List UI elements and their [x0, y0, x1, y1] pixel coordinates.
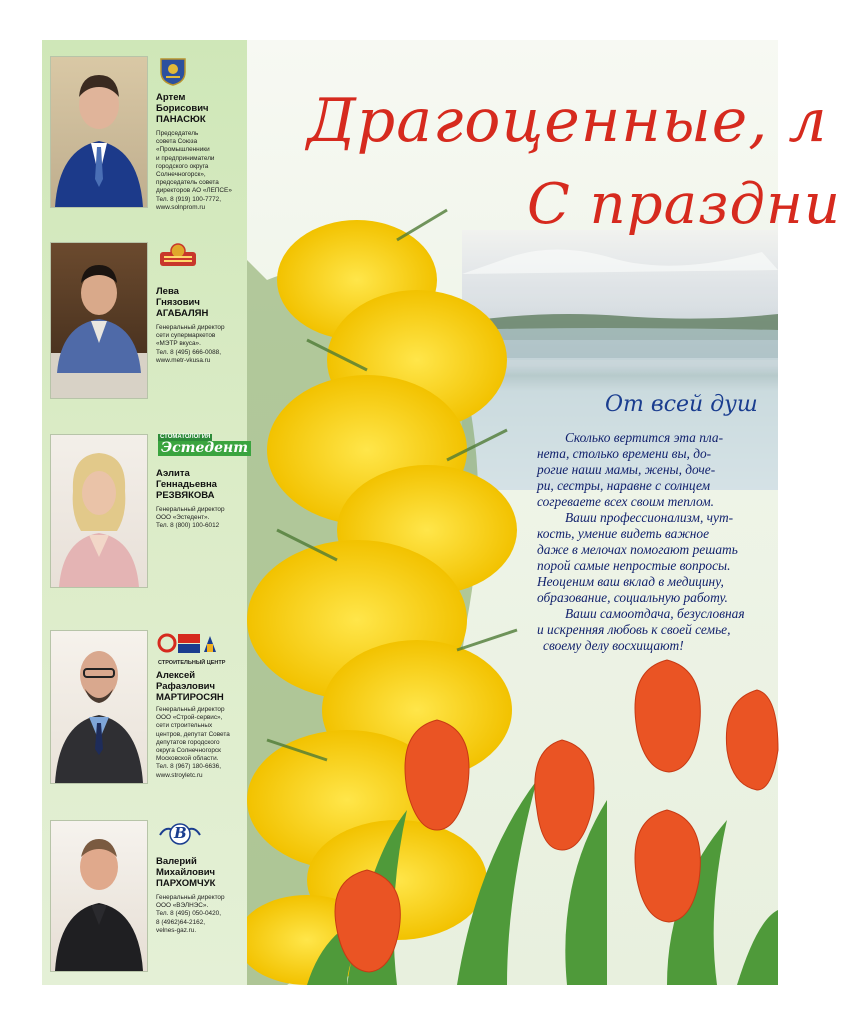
greeting-subheading: От всей душ	[605, 392, 758, 417]
desc-line: сети супермаркетов	[156, 332, 216, 340]
tulips-image	[307, 660, 778, 985]
body-line: и искренняя любовь к своей семье,	[537, 622, 731, 637]
company-logo	[158, 242, 222, 272]
middle-name: Геннадьевна	[156, 479, 217, 490]
desc-line: председатель совета	[156, 179, 219, 187]
logo-caption	[158, 660, 238, 666]
body-line: Ваши самоотдача, безусловная	[565, 606, 745, 621]
desc-line: ООО «Эстедент».	[156, 514, 210, 522]
desc-line: Тел. 8 (800) 100-6012	[156, 522, 220, 530]
person-name	[156, 286, 252, 319]
desc-line: «Промышленники	[156, 146, 210, 154]
greeting-title-line2: С праздни	[527, 172, 841, 237]
greeting-title-line1: Драгоценные, л	[307, 86, 828, 156]
person-photo	[50, 434, 148, 588]
middle-name: Борисович	[156, 103, 209, 114]
logo-top-text: СТОМАТОЛОГИЯ	[160, 434, 211, 440]
first-name: Алексей	[156, 670, 196, 681]
desc-link[interactable]: velnes-gaz.ru.	[156, 926, 197, 934]
person-card	[50, 56, 250, 236]
desc-line: сети строительных	[156, 722, 213, 730]
desc-link[interactable]: www.metr-vkusa.ru	[156, 356, 211, 364]
person-description	[156, 706, 252, 780]
person-card	[50, 242, 250, 402]
desc-line: ООО «Строй-сервис»,	[156, 714, 223, 722]
company-logo	[158, 630, 228, 660]
desc-link[interactable]: www.stroyletc.ru	[156, 771, 203, 779]
desc-line: Генеральный директор	[156, 706, 225, 713]
logo-main-text: B	[174, 824, 187, 842]
desc-line: и предприниматели	[156, 154, 215, 162]
person-name	[156, 856, 252, 889]
last-name: РЕЗВЯКОВА	[156, 490, 215, 501]
desc-line: Генеральный директор	[156, 324, 225, 331]
desc-line: округа Солнечногорск	[156, 747, 221, 755]
person-name	[156, 468, 252, 501]
company-logo	[158, 820, 222, 850]
desc-line: Тел. 8 (919) 100-7772,	[156, 195, 221, 203]
last-name: МАРТИРОСЯН	[156, 692, 224, 703]
desc-line: депутатов городского	[156, 738, 220, 746]
body-line: кость, умение видеть важное	[537, 526, 710, 541]
middle-name: Михайлович	[156, 867, 216, 878]
body-line: образование, социальную работу.	[537, 590, 728, 605]
person-name	[156, 670, 252, 703]
body-line: ри, сестры, наравне с солнцем	[537, 478, 711, 493]
body-line: Ваши профессионализм, чут-	[565, 510, 734, 525]
first-name: Аэлита	[156, 468, 190, 479]
person-photo	[50, 56, 148, 208]
emblem-icon	[158, 56, 188, 86]
person-photo	[50, 630, 148, 784]
body-line: Сколько вертится эта пла-	[565, 430, 724, 445]
desc-line: директоров АО «ЛЕПСЕ»	[156, 187, 232, 195]
person-description	[156, 324, 252, 365]
body-line: даже в мелочах помогают решать	[537, 542, 738, 557]
person-description	[156, 506, 252, 531]
desc-line: Московской области.	[156, 755, 219, 763]
person-description	[156, 130, 252, 212]
body-line: рогие наши мамы, жены, доче-	[537, 462, 716, 477]
desc-line: городского округа	[156, 162, 209, 170]
body-line: Неоценим ваш вклад в медицину,	[537, 574, 724, 589]
logo-main-text: Эстедент	[158, 441, 251, 456]
desc-line: Солнечногорск»,	[156, 171, 206, 179]
greeting-body	[537, 430, 773, 654]
person-card	[50, 820, 250, 980]
desc-line: Тел. 8 (495) 050-0420,	[156, 910, 221, 918]
desc-line: Генеральный директор	[156, 894, 225, 901]
first-name: Лева	[156, 286, 179, 297]
desc-line: «МЭТР вкуса».	[156, 340, 201, 348]
first-name: Валерий	[156, 856, 197, 867]
last-name: АГАБАЛЯН	[156, 308, 209, 319]
desc-line: центров, депутат Совета	[156, 730, 230, 738]
last-name: ПАРХОМЧУК	[156, 878, 216, 889]
body-line: нета, столько времени вы, до-	[537, 446, 712, 461]
company-logo	[158, 434, 249, 464]
metr-logo-icon	[158, 242, 198, 272]
middle-name: Рафаэлович	[156, 681, 216, 692]
stroy-service-logo-icon	[158, 632, 220, 658]
desc-line: 8 (4962)64-2162,	[156, 918, 206, 926]
person-photo	[50, 242, 148, 399]
person-card	[50, 630, 250, 810]
newspaper-page	[42, 40, 841, 985]
body-line: порой самые непростые вопросы.	[537, 558, 731, 573]
body-line: своему делу восхищают!	[543, 638, 684, 653]
desc-line: ООО «ВЭЛНЭС».	[156, 902, 209, 910]
company-logo	[158, 56, 222, 86]
person-name	[156, 92, 252, 125]
desc-line: Тел. 8 (967) 180-6636,	[156, 763, 221, 771]
last-name: ПАНАСЮК	[156, 114, 206, 125]
desc-link[interactable]: www.solnprom.ru	[156, 203, 206, 211]
desc-line: Тел. 8 (495) 666-0088,	[156, 348, 221, 356]
desc-line: Председатель	[156, 130, 199, 137]
desc-line: совета Союза	[156, 138, 198, 146]
logo-main-text: СТРОИТЕЛЬНЫЙ ЦЕНТР	[158, 660, 226, 666]
greeting-hero	[247, 40, 841, 985]
person-card	[50, 434, 250, 594]
person-photo	[50, 820, 148, 972]
first-name: Артем	[156, 92, 186, 103]
middle-name: Гнязович	[156, 297, 200, 308]
person-description	[156, 894, 252, 935]
body-line: согреваете всех своим теплом.	[537, 494, 715, 509]
desc-line: Генеральный директор	[156, 506, 225, 513]
sponsors-column	[42, 40, 247, 985]
